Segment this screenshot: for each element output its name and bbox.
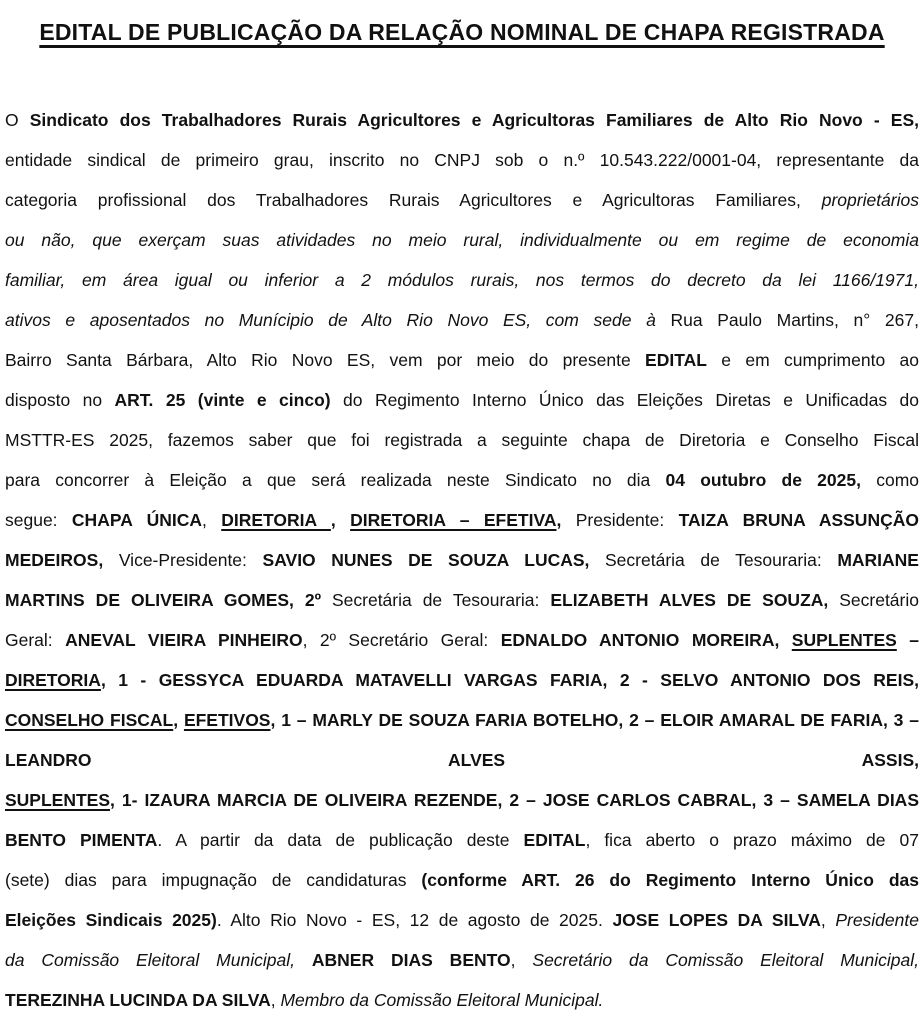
- text-run: ativos e aposentados no Munícipio de Alto Rio Novo ES, com sede à: [5, 310, 671, 330]
- text-run: O: [5, 110, 30, 130]
- text-run: para concorrer à Eleição a que será realizada neste Sindicato no dia: [5, 470, 666, 490]
- text-line: [5, 420, 919, 460]
- text-line: [5, 940, 919, 980]
- text-run: ,: [270, 990, 281, 1010]
- text-run: [779, 630, 791, 650]
- text-run: SUPLENTES: [5, 790, 111, 810]
- text-line: [5, 580, 919, 620]
- text-run: DIRETORIA: [5, 670, 101, 690]
- text-run: familiar, em área igual ou inferior a 2 módulos rurais, nos termos do decreto da lei 1166/1971,: [5, 270, 919, 290]
- text-run: ANEVAL VIEIRA PINHEIRO: [65, 630, 303, 650]
- text-run: como: [860, 470, 919, 490]
- text-run: Membro da Comissão Eleitoral Municipal.: [280, 990, 604, 1010]
- text-line: [5, 540, 919, 580]
- text-run: Secretário da Comissão Eleitoral Municipal,: [532, 950, 919, 970]
- text-run: Rua Paulo Martins, n° 267,: [670, 310, 919, 330]
- text-run: Secretária de Tesouraria:: [321, 590, 551, 610]
- text-run: DIRETORIA: [221, 510, 331, 530]
- text-run: LEANDRO ALVES ASSIS,: [5, 750, 919, 770]
- text-run: do Regimento Interno Único das Eleições Diretas e Unificadas do: [330, 390, 919, 410]
- text-run: –: [896, 630, 919, 650]
- text-line: [5, 660, 919, 700]
- text-run: ELIZABETH ALVES DE SOUZA,: [550, 590, 829, 610]
- text-line: [5, 140, 919, 180]
- text-run: MARTINS DE OLIVEIRA GOMES, 2º: [5, 590, 322, 610]
- text-line: [5, 500, 919, 540]
- text-run: BENTO PIMENTA: [5, 830, 158, 850]
- text-run: ,: [100, 670, 119, 690]
- text-run: MARIANE: [837, 550, 919, 570]
- text-run: 1 – MARLY DE SOUZA FARIA BOTELHO, 2 – ELOIR AMARAL DE FARIA, 3 –: [281, 710, 919, 730]
- text-line: [5, 740, 919, 780]
- text-run: Bairro Santa Bárbara, Alto Rio Novo ES, vem por meio do presente: [5, 350, 646, 370]
- text-run: (conforme ART. 26 do Regimento Interno Único das: [421, 870, 919, 890]
- text-run: ,: [510, 950, 533, 970]
- text-run: . A partir da data de publicação deste: [157, 830, 524, 850]
- text-run: MEDEIROS,: [5, 550, 104, 570]
- text-run: ,: [201, 510, 222, 530]
- text-line: [5, 260, 919, 300]
- text-run: proprietários: [821, 190, 919, 210]
- text-line: [5, 460, 919, 500]
- text-run: , 2º Secretário Geral:: [302, 630, 501, 650]
- text-line: [5, 340, 919, 380]
- text-line: [5, 820, 919, 860]
- text-run: CONSELHO FISCAL: [5, 710, 174, 730]
- text-line: [5, 300, 919, 340]
- text-run: ,: [556, 510, 562, 530]
- text-run: segue:: [5, 510, 72, 530]
- text-run: ,: [173, 710, 184, 730]
- text-run: JOSE LOPES DA SILVA: [612, 910, 821, 930]
- text-line: [5, 220, 919, 260]
- text-run: EDNALDO ANTONIO MOREIRA,: [500, 630, 780, 650]
- text-run: Geral:: [5, 630, 66, 650]
- text-run: EFETIVOS: [183, 710, 271, 730]
- text-line: [5, 980, 919, 1020]
- text-run: e em cumprimento ao: [706, 350, 919, 370]
- text-run: (sete) dias para impugnação de candidaturas: [5, 870, 422, 890]
- text-run: ABNER DIAS BENTO: [311, 950, 511, 970]
- text-run: Sindicato dos Trabalhadores Rurais Agricultores e Agricultoras Familiares de Alto Rio Novo - ES,: [29, 110, 919, 130]
- text-run: . Alto Rio Novo - ES, 12 de agosto de 2025.: [216, 910, 613, 930]
- text-run: Eleições Sindicais 2025): [5, 910, 217, 930]
- text-run: EDITAL: [523, 830, 586, 850]
- text-line: [5, 380, 919, 420]
- document-title: [5, 10, 919, 54]
- text-run: TAIZA BRUNA ASSUNÇÃO: [678, 510, 919, 530]
- text-run: MSTTR-ES 2025, fazemos saber que foi registrada a seguinte chapa de Diretoria e Conselho Fiscal: [5, 430, 919, 450]
- text-run: Secretário: [828, 590, 919, 610]
- text-run: DIRETORIA – EFETIVA: [350, 510, 557, 530]
- text-run: SUPLENTES: [791, 630, 897, 650]
- text-line: [5, 700, 919, 740]
- text-run: , fica aberto o prazo máximo de 07: [585, 830, 919, 850]
- text-run: disposto no: [5, 390, 115, 410]
- document-title-text: EDITAL DE PUBLICAÇÃO DA RELAÇÃO NOMINAL DE CHAPA REGISTRADA: [39, 19, 885, 45]
- text-run: TEREZINHA LUCINDA DA SILVA: [5, 990, 271, 1010]
- text-run: 1 - GESSYCA EDUARDA MATAVELLI VARGAS FARIA, 2 - SELVO ANTONIO DOS REIS,: [118, 670, 919, 690]
- text-run: EDITAL: [645, 350, 707, 370]
- text-run: Presidente:: [561, 510, 679, 530]
- text-run: ,: [820, 910, 836, 930]
- text-run: , 1- IZAURA MARCIA DE OLIVEIRA REZENDE, 2 – JOSE CARLOS CABRAL, 3 – SAMELA DIAS: [110, 790, 919, 810]
- document-body: [5, 100, 919, 1020]
- text-run: da Comissão Eleitoral Municipal,: [5, 950, 312, 970]
- text-run: ou não, que exerçam suas atividades no meio rural, individualmente ou em regime de economia: [5, 230, 919, 250]
- text-run: 04 outubro de 2025,: [665, 470, 861, 490]
- text-line: [5, 900, 919, 940]
- text-run: ART. 25 (vinte e cinco): [114, 390, 331, 410]
- text-run: entidade sindical de primeiro grau, inscrito no CNPJ sob o n.º 10.543.222/0001-04, representante da: [5, 150, 919, 170]
- text-run: Vice-Presidente:: [103, 550, 263, 570]
- text-line: [5, 780, 919, 820]
- text-line: [5, 620, 919, 660]
- text-run: SAVIO NUNES DE SOUZA LUCAS,: [262, 550, 590, 570]
- text-line: [5, 860, 919, 900]
- text-run: Presidente: [835, 910, 919, 930]
- text-run: ,: [330, 510, 351, 530]
- text-run: categoria profissional dos Trabalhadores Rurais Agricultores e Agricultoras Familiares,: [5, 190, 822, 210]
- text-line: [5, 180, 919, 220]
- text-run: CHAPA ÚNICA: [71, 510, 202, 530]
- text-run: ,: [270, 710, 282, 730]
- text-line: [5, 100, 919, 140]
- text-run: Secretária de Tesouraria:: [589, 550, 838, 570]
